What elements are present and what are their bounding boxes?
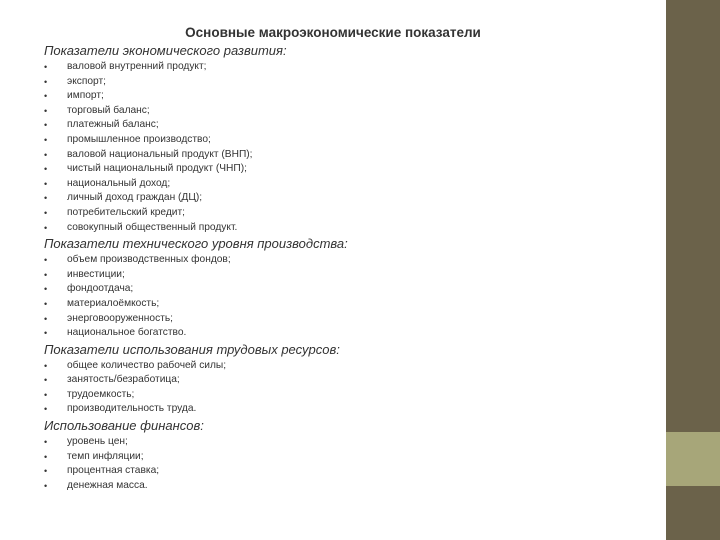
slide-title: Основные макроэкономические показатели xyxy=(185,25,481,40)
list-item-text: энерговооруженность; xyxy=(67,312,173,324)
list-item-text: производительность труда. xyxy=(67,403,197,415)
bullet-icon: • xyxy=(44,164,48,175)
list-item-text: общее количество рабочей силы; xyxy=(67,359,227,371)
list-item xyxy=(44,60,654,75)
section-heading-text: Показатели экономического развития xyxy=(44,43,283,58)
list-item xyxy=(44,402,654,417)
list-item-text: материалоёмкость; xyxy=(67,297,160,309)
section-heading-text: Показатели технического уровня производства xyxy=(44,236,345,252)
bullet-icon: • xyxy=(44,149,48,160)
list-item-text: экспорт; xyxy=(67,75,106,87)
section-heading-text: Использование финансов xyxy=(44,418,201,434)
list-item xyxy=(44,312,654,327)
economic-development-list xyxy=(44,60,654,235)
bullet-icon: • xyxy=(44,480,48,491)
list-item xyxy=(44,118,654,133)
bullet-icon: • xyxy=(44,76,48,87)
technical-level-list xyxy=(44,253,654,341)
list-item xyxy=(44,282,654,297)
bullet-icon: • xyxy=(44,375,48,386)
list-item xyxy=(44,268,654,283)
list-item-text: промышленное производство; xyxy=(67,133,211,145)
section-heading-finance-use xyxy=(44,417,654,435)
list-item xyxy=(44,359,654,374)
heading-colon: : xyxy=(336,341,340,357)
list-item-text: платежный баланс; xyxy=(67,119,159,131)
bullet-icon: • xyxy=(44,120,48,131)
list-item-text: торговый баланс; xyxy=(67,104,150,116)
list-item xyxy=(44,435,654,450)
list-item-text: уровень цен; xyxy=(67,436,128,448)
bullet-icon: • xyxy=(44,298,48,309)
list-item-text: денежная масса. xyxy=(67,479,148,491)
heading-colon: : xyxy=(344,236,348,252)
list-item-text: трудоемкость; xyxy=(67,388,135,400)
list-item xyxy=(44,133,654,148)
bullet-icon: • xyxy=(44,91,48,102)
bullet-icon: • xyxy=(44,62,48,72)
list-item-text: валовой национальный продукт (ВНП); xyxy=(67,148,253,160)
slide-content xyxy=(44,42,654,493)
list-item-text: совокупный общественный продукт. xyxy=(67,221,238,233)
bullet-icon: • xyxy=(44,360,48,371)
list-item-text: потребительский кредит; xyxy=(67,206,185,218)
bullet-icon: • xyxy=(44,178,48,189)
bullet-icon: • xyxy=(44,105,48,116)
list-item xyxy=(44,388,654,403)
bullet-icon: • xyxy=(44,255,48,266)
finance-use-list xyxy=(44,435,654,493)
list-item xyxy=(44,162,654,177)
heading-colon: : xyxy=(200,418,204,434)
list-item-text: национальное богатство. xyxy=(67,327,187,339)
bullet-icon: • xyxy=(44,284,48,295)
list-item-text: импорт; xyxy=(67,90,104,102)
bullet-icon: • xyxy=(44,207,48,218)
heading-colon: : xyxy=(282,43,287,58)
list-item xyxy=(44,297,654,312)
section-heading-labor-resources xyxy=(44,341,654,359)
bullet-icon: • xyxy=(44,437,48,448)
bullet-icon: • xyxy=(44,451,48,462)
section-heading-text: Показатели использования трудовых ресурсов xyxy=(44,341,337,357)
bullet-icon: • xyxy=(44,269,48,280)
bullet-icon: • xyxy=(44,134,48,145)
sidebar-decor-top xyxy=(666,0,720,432)
bullet-icon: • xyxy=(44,389,48,400)
labor-resources-list xyxy=(44,359,654,417)
list-item xyxy=(44,253,654,268)
list-item-text: темп инфляции; xyxy=(67,450,144,462)
list-item xyxy=(44,479,654,494)
list-item xyxy=(44,104,654,119)
list-item-text: личный доход граждан (ДЦ); xyxy=(67,192,203,204)
list-item-text: фондоотдача; xyxy=(67,283,134,295)
bullet-icon: • xyxy=(44,466,48,477)
sidebar-decor-bottom xyxy=(666,486,720,540)
bullet-icon: • xyxy=(44,328,48,339)
list-item-text: национальный доход; xyxy=(67,177,171,189)
section-heading-technical-level xyxy=(44,235,654,253)
list-item xyxy=(44,464,654,479)
bullet-icon: • xyxy=(44,193,48,204)
list-item xyxy=(44,89,654,104)
list-item xyxy=(44,148,654,163)
list-item xyxy=(44,206,654,221)
list-item-text: чистый национальный продукт (ЧНП); xyxy=(67,163,247,175)
sidebar-decor-accent xyxy=(666,432,720,486)
bullet-icon: • xyxy=(44,222,48,233)
list-item-text: валовой внутренний продукт; xyxy=(67,61,207,72)
section-heading-economic-development xyxy=(44,42,654,60)
list-item-text: процентная ставка; xyxy=(67,465,160,477)
list-item-text: занятость/безработица; xyxy=(67,374,180,386)
bullet-icon: • xyxy=(44,404,48,415)
list-item xyxy=(44,450,654,465)
bullet-icon: • xyxy=(44,313,48,324)
list-item xyxy=(44,177,654,192)
list-item xyxy=(44,326,654,341)
list-item xyxy=(44,221,654,236)
list-item xyxy=(44,373,654,388)
list-item-text: объем производственных фондов; xyxy=(67,254,231,266)
list-item xyxy=(44,191,654,206)
list-item xyxy=(44,75,654,90)
list-item-text: инвестиции; xyxy=(67,268,125,280)
